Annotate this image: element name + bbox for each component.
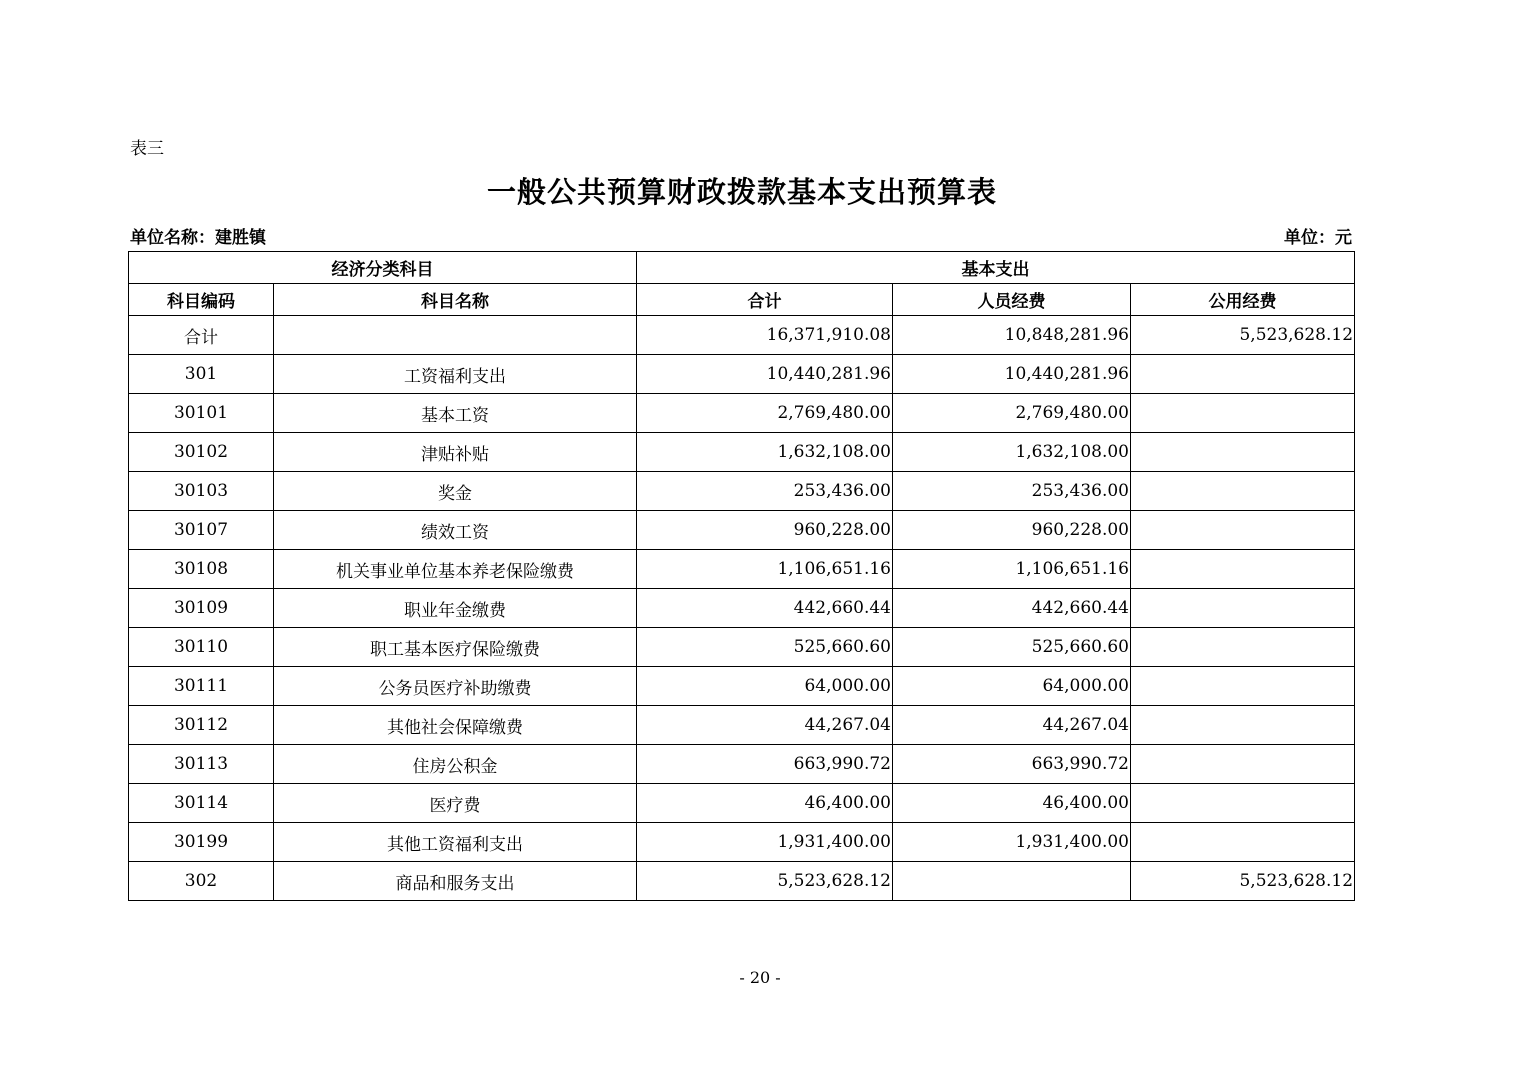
header-group-row (129, 252, 1355, 284)
cell-code: 302 (129, 862, 274, 901)
cell-personnel: 1,931,400.00 (893, 823, 1131, 862)
table-row (129, 316, 1355, 355)
cell-total: 1,931,400.00 (637, 823, 893, 862)
cell-total: 2,769,480.00 (637, 394, 893, 433)
header-total: 合计 (637, 284, 893, 316)
page-number: - 20 - (739, 968, 781, 987)
cell-personnel: 2,769,480.00 (893, 394, 1131, 433)
cell-public (1131, 823, 1355, 862)
cell-personnel: 44,267.04 (893, 706, 1131, 745)
cell-personnel: 1,106,651.16 (893, 550, 1131, 589)
table-row (129, 589, 1355, 628)
cell-code: 30108 (129, 550, 274, 589)
cell-total: 442,660.44 (637, 589, 893, 628)
cell-personnel (893, 862, 1131, 901)
cell-total: 16,371,910.08 (637, 316, 893, 355)
cell-public (1131, 433, 1355, 472)
cell-total: 10,440,281.96 (637, 355, 893, 394)
cell-code: 30113 (129, 745, 274, 784)
cell-code: 30114 (129, 784, 274, 823)
header-column-row (129, 284, 1355, 316)
cell-code: 合计 (129, 316, 274, 355)
cell-code: 30103 (129, 472, 274, 511)
cell-public: 5,523,628.12 (1131, 862, 1355, 901)
cell-personnel: 64,000.00 (893, 667, 1131, 706)
header-basic-expenditure: 基本支出 (637, 252, 1355, 284)
table-row (129, 706, 1355, 745)
cell-public (1131, 511, 1355, 550)
currency-unit: 单位：元 (1284, 228, 1352, 248)
cell-public (1131, 628, 1355, 667)
cell-code: 30199 (129, 823, 274, 862)
header-public: 公用经费 (1131, 284, 1355, 316)
cell-public (1131, 667, 1355, 706)
cell-name: 绩效工资 (274, 511, 637, 550)
cell-name: 其他社会保障缴费 (274, 706, 637, 745)
table-row (129, 355, 1355, 394)
table-body (129, 316, 1355, 901)
cell-name: 医疗费 (274, 784, 637, 823)
table-row (129, 550, 1355, 589)
table-row (129, 745, 1355, 784)
cell-name: 公务员医疗补助缴费 (274, 667, 637, 706)
cell-total: 960,228.00 (637, 511, 893, 550)
cell-name: 职业年金缴费 (274, 589, 637, 628)
table-row (129, 823, 1355, 862)
cell-code: 30102 (129, 433, 274, 472)
cell-name: 其他工资福利支出 (274, 823, 637, 862)
cell-public (1131, 745, 1355, 784)
cell-personnel: 663,990.72 (893, 745, 1131, 784)
cell-personnel: 10,848,281.96 (893, 316, 1131, 355)
cell-name: 奖金 (274, 472, 637, 511)
cell-total: 64,000.00 (637, 667, 893, 706)
cell-code: 30112 (129, 706, 274, 745)
cell-code: 30101 (129, 394, 274, 433)
cell-total: 253,436.00 (637, 472, 893, 511)
table-row (129, 472, 1355, 511)
cell-total: 46,400.00 (637, 784, 893, 823)
cell-public (1131, 784, 1355, 823)
cell-code: 301 (129, 355, 274, 394)
cell-public: 5,523,628.12 (1131, 316, 1355, 355)
cell-total: 1,632,108.00 (637, 433, 893, 472)
cell-total: 663,990.72 (637, 745, 893, 784)
table-row (129, 862, 1355, 901)
table-row (129, 784, 1355, 823)
cell-public (1131, 394, 1355, 433)
cell-public (1131, 589, 1355, 628)
cell-personnel: 46,400.00 (893, 784, 1131, 823)
table-row (129, 628, 1355, 667)
cell-public (1131, 472, 1355, 511)
cell-name: 机关事业单位基本养老保险缴费 (274, 550, 637, 589)
cell-code: 30111 (129, 667, 274, 706)
cell-name: 职工基本医疗保险缴费 (274, 628, 637, 667)
cell-personnel: 442,660.44 (893, 589, 1131, 628)
cell-total: 525,660.60 (637, 628, 893, 667)
cell-code: 30107 (129, 511, 274, 550)
budget-table (128, 251, 1355, 901)
document-title: 一般公共预算财政拨款基本支出预算表 (486, 175, 997, 209)
cell-total: 44,267.04 (637, 706, 893, 745)
cell-name: 津贴补贴 (274, 433, 637, 472)
header-code: 科目编码 (129, 284, 274, 316)
table-label: 表三 (130, 139, 164, 159)
cell-public (1131, 706, 1355, 745)
cell-total: 1,106,651.16 (637, 550, 893, 589)
table-row (129, 433, 1355, 472)
table-row (129, 394, 1355, 433)
cell-personnel: 10,440,281.96 (893, 355, 1131, 394)
cell-total: 5,523,628.12 (637, 862, 893, 901)
header-personnel: 人员经费 (893, 284, 1131, 316)
cell-name (274, 316, 637, 355)
cell-public (1131, 355, 1355, 394)
table-row (129, 511, 1355, 550)
cell-personnel: 960,228.00 (893, 511, 1131, 550)
cell-personnel: 525,660.60 (893, 628, 1131, 667)
header-name: 科目名称 (274, 284, 637, 316)
header-economic-classification: 经济分类科目 (129, 252, 637, 284)
unit-name: 单位名称：建胜镇 (130, 228, 266, 248)
cell-code: 30109 (129, 589, 274, 628)
cell-personnel: 1,632,108.00 (893, 433, 1131, 472)
cell-name: 基本工资 (274, 394, 637, 433)
cell-code: 30110 (129, 628, 274, 667)
cell-public (1131, 550, 1355, 589)
cell-name: 工资福利支出 (274, 355, 637, 394)
cell-personnel: 253,436.00 (893, 472, 1131, 511)
cell-name: 住房公积金 (274, 745, 637, 784)
table-row (129, 667, 1355, 706)
cell-name: 商品和服务支出 (274, 862, 637, 901)
